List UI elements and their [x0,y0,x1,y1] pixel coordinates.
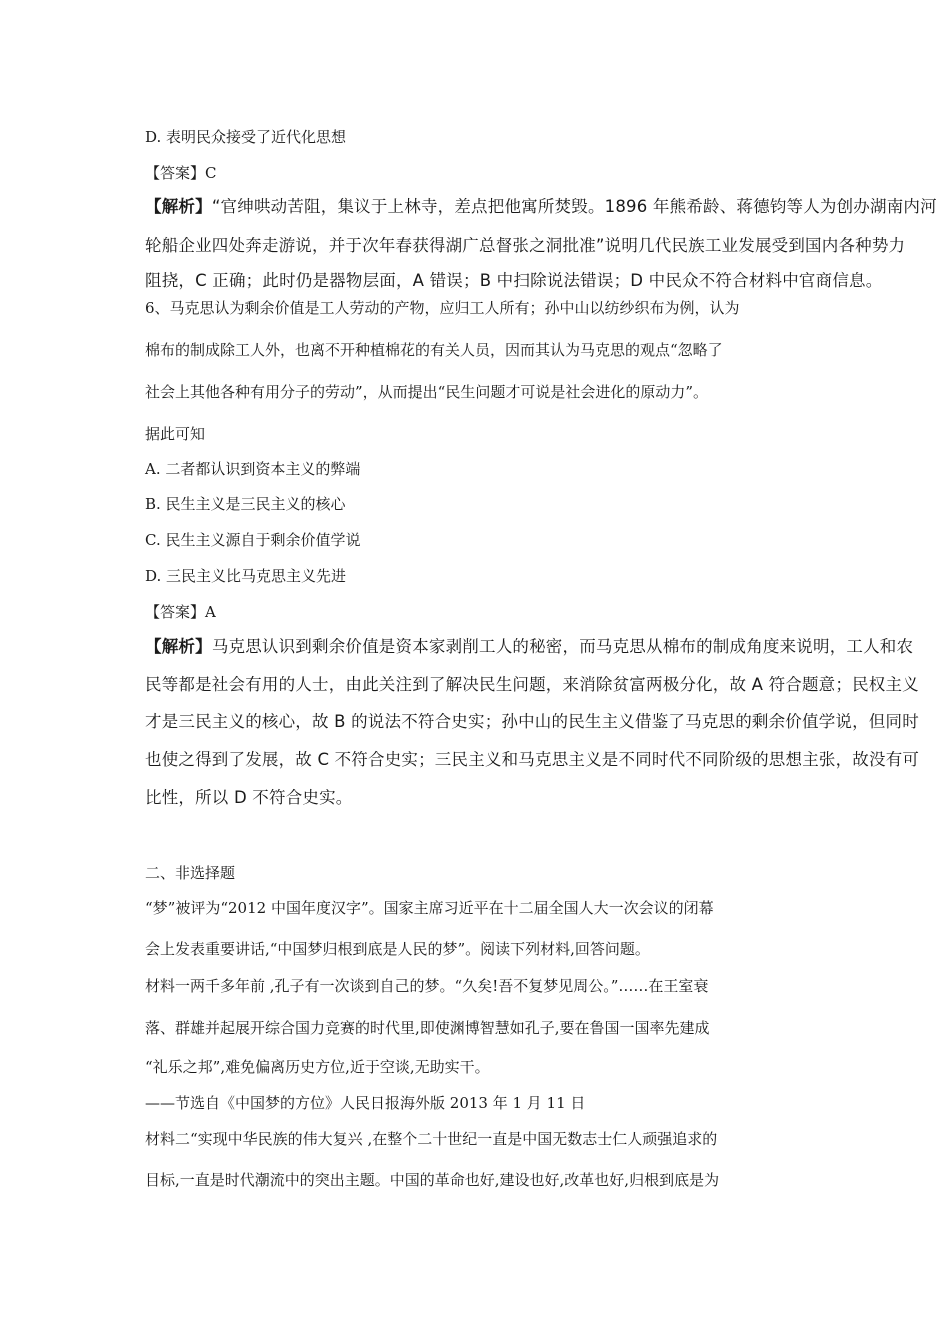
q5-analysis-tag: 【解析】 [145,197,212,216]
q5-option-d: D. 表明民众接受了近代化思想 [145,128,347,146]
q5-analysis-line-3: 阻挠，C 正确；此时仍是器物层面，A 错误；B 中扫除说法错误；D 中民众不符合材料中官商信息。 [145,271,883,290]
q6-analysis-line-2: 民等都是社会有用的人士，由此关注到了解决民生问题，来消除贫富两极分化，故 A 符合题意；民权主义 [145,675,919,694]
q6-option-c: C. 民生主义源自于剩余价值学说 [145,531,361,549]
q5-analysis-line-2: 轮船企业四处奔走游说，并于次年春获得湖广总督张之洞批准”说明几代民族工业发展受到国内各种势力 [145,236,906,255]
q6-stem-line-2: 棉布的制成除工人外，也离不开种植棉花的有关人员，因而其认为马克思的观点“忽略了 [145,341,723,359]
q6-analysis-line-5: 比性，所以 D 不符合史实。 [145,788,353,807]
section2-line-8: 目标,一直是时代潮流中的突出主题。中国的革命也好,建设也好,改革也好,归根到底是为 [145,1171,720,1189]
q5-answer: 【答案】C [145,164,217,182]
q5-analysis-line-1 [145,197,937,217]
q6-stem-line-1: 6、马克思认为剩余价值是工人劳动的产物，应归工人所有；孙中山以纺纱织布为例，认为 [145,299,740,317]
q6-answer: 【答案】A [145,603,216,621]
q6-stem-line-4: 据此可知 [145,425,206,443]
q6-analysis-line-4: 也使之得到了发展，故 C 不符合史实；三民主义和马克思主义是不同时代不同阶级的思想主张，故没有可 [145,750,920,769]
section2-line-3: 材料一两千多年前 ,孔子有一次谈到自己的梦。“久矣!吾不复梦见周公。”……在王室衰 [145,977,709,995]
q5-analysis-text-1: “官绅哄动苦阻，集议于上林寺，差点把他寓所焚毁。1896 年熊希龄、蒋德钧等人为创办湖南内河 [211,197,937,216]
section2-line-1: “梦”被评为“2012 中国年度汉字”。国家主席习近平在十二届全国人大一次会议的闭幕 [145,899,714,917]
q6-analysis-tag: 【解析】 [145,637,212,656]
q6-analysis-text-1: 马克思认识到剩余价值是资本家剥削工人的秘密，而马克思从棉布的制成角度来说明，工人和农 [211,637,914,656]
section2-line-5: “礼乐之邦”,难免偏离历史方位,近于空谈,无助实干。 [145,1058,490,1076]
section2-line-6: ——节选自《中国梦的方位》人民日报海外版 2013 年 1 月 11 日 [145,1094,586,1112]
q6-option-b: B. 民生主义是三民主义的核心 [145,495,346,513]
section2-heading: 二、非选择题 [145,864,236,882]
section2-line-7: 材料二“实现中华民族的伟大复兴 ,在整个二十世纪一直是中国无数志士仁人顽强追求的 [145,1130,718,1148]
q6-stem-line-3: 社会上其他各种有用分子的劳动”，从而提出“民生问题才可说是社会进化的原动力”。 [145,383,709,401]
section2-line-4: 落、群雄并起展开综合国力竞赛的时代里,即使渊博智慧如孔子,要在鲁国一国率先建成 [145,1019,710,1037]
q6-option-d: D. 三民主义比马克思主义先进 [145,567,347,585]
q6-analysis-line-1 [145,637,913,657]
q6-analysis-line-3: 才是三民主义的核心，故 B 的说法不符合史实；孙中山的民生主义借鉴了马克思的剩余价值学说，但同时 [145,712,919,731]
section2-line-2: 会上发表重要讲话,“中国梦归根到底是人民的梦”。阅读下列材料,回答问题。 [145,940,650,958]
q6-option-a: A. 二者都认识到资本主义的弊端 [145,460,361,478]
